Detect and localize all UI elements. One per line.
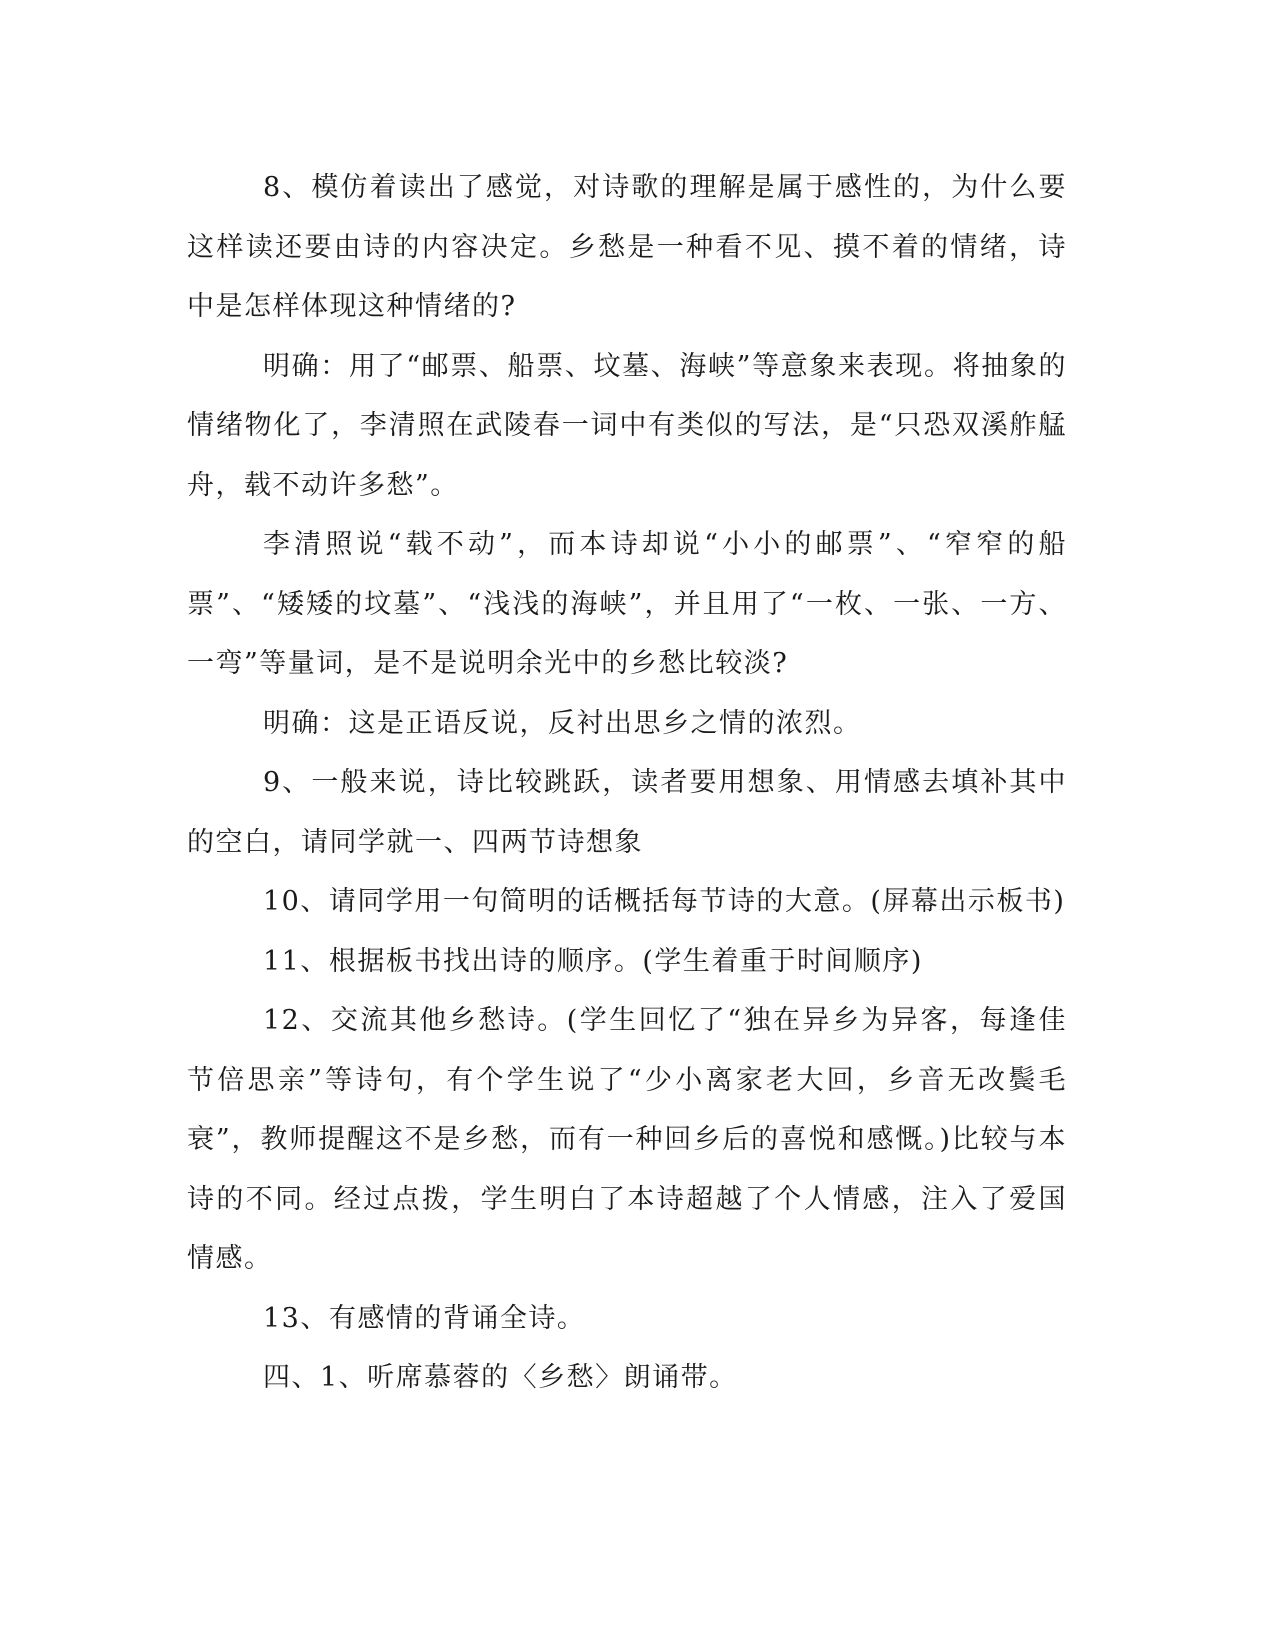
paragraph-li-qingzhao-comparison: 李清照说“载不动”，而本诗却说“小小的邮票”、“窄窄的船票”、“矮矮的坟墓”、“浅浅的海峡”，并且用了“一枚、一张、一方、一弯”等量词，是不是说明余光中的乡愁比较淡? [187, 529, 1067, 679]
paragraph-item-9: 9、一般来说，诗比较跳跃，读者要用想象、用情感去填补其中的空白，请同学就一、四两节诗想象 [187, 767, 1067, 858]
paragraph-clarification-irony: 明确：这是正语反说，反衬出思乡之情的浓烈。 [263, 707, 862, 739]
paragraph-clarification-imagery: 明确：用了“邮票、船票、坟墓、海峡”等意象来表现。将抽象的情绪物化了，李清照在武陵春一词中有类似的写法，是“只恐双溪舴艋舟，载不动许多愁”。 [187, 350, 1067, 501]
paragraph-item-10: 10、请同学用一句简明的话概括每节诗的大意。(屏幕出示板书) [263, 886, 1066, 917]
paragraph-item-8: 8、模仿着读出了感觉，对诗歌的理解是属于感性的，为什么要这样读还要由诗的内容决定。乡愁是一种看不见、摸不着的情绪，诗中是怎样体现这种情绪的? [187, 172, 1067, 322]
paragraph-item-13: 13、有感情的背诵全诗。 [263, 1302, 586, 1334]
paragraph-item-12: 12、交流其他乡愁诗。(学生回忆了“独在异乡为异客，每逢佳节倍思亲”等诗句，有个学生说了“少小离家老大回，乡音无改鬓毛衰”，教师提醒这不是乡愁，而有一种回乡后的喜悦和感慨。)比较与本诗的不同。经过点拨，学生明白了本诗超越了个人情感，注入了爱国情感。 [187, 1005, 1067, 1274]
document-body [187, 158, 1067, 1408]
paragraph-section-four: 四、1、听席慕蓉的〈乡愁〉朗诵带。 [263, 1362, 738, 1393]
paragraph-item-11: 11、根据板书找出诗的顺序。(学生着重于时间顺序) [263, 945, 923, 977]
